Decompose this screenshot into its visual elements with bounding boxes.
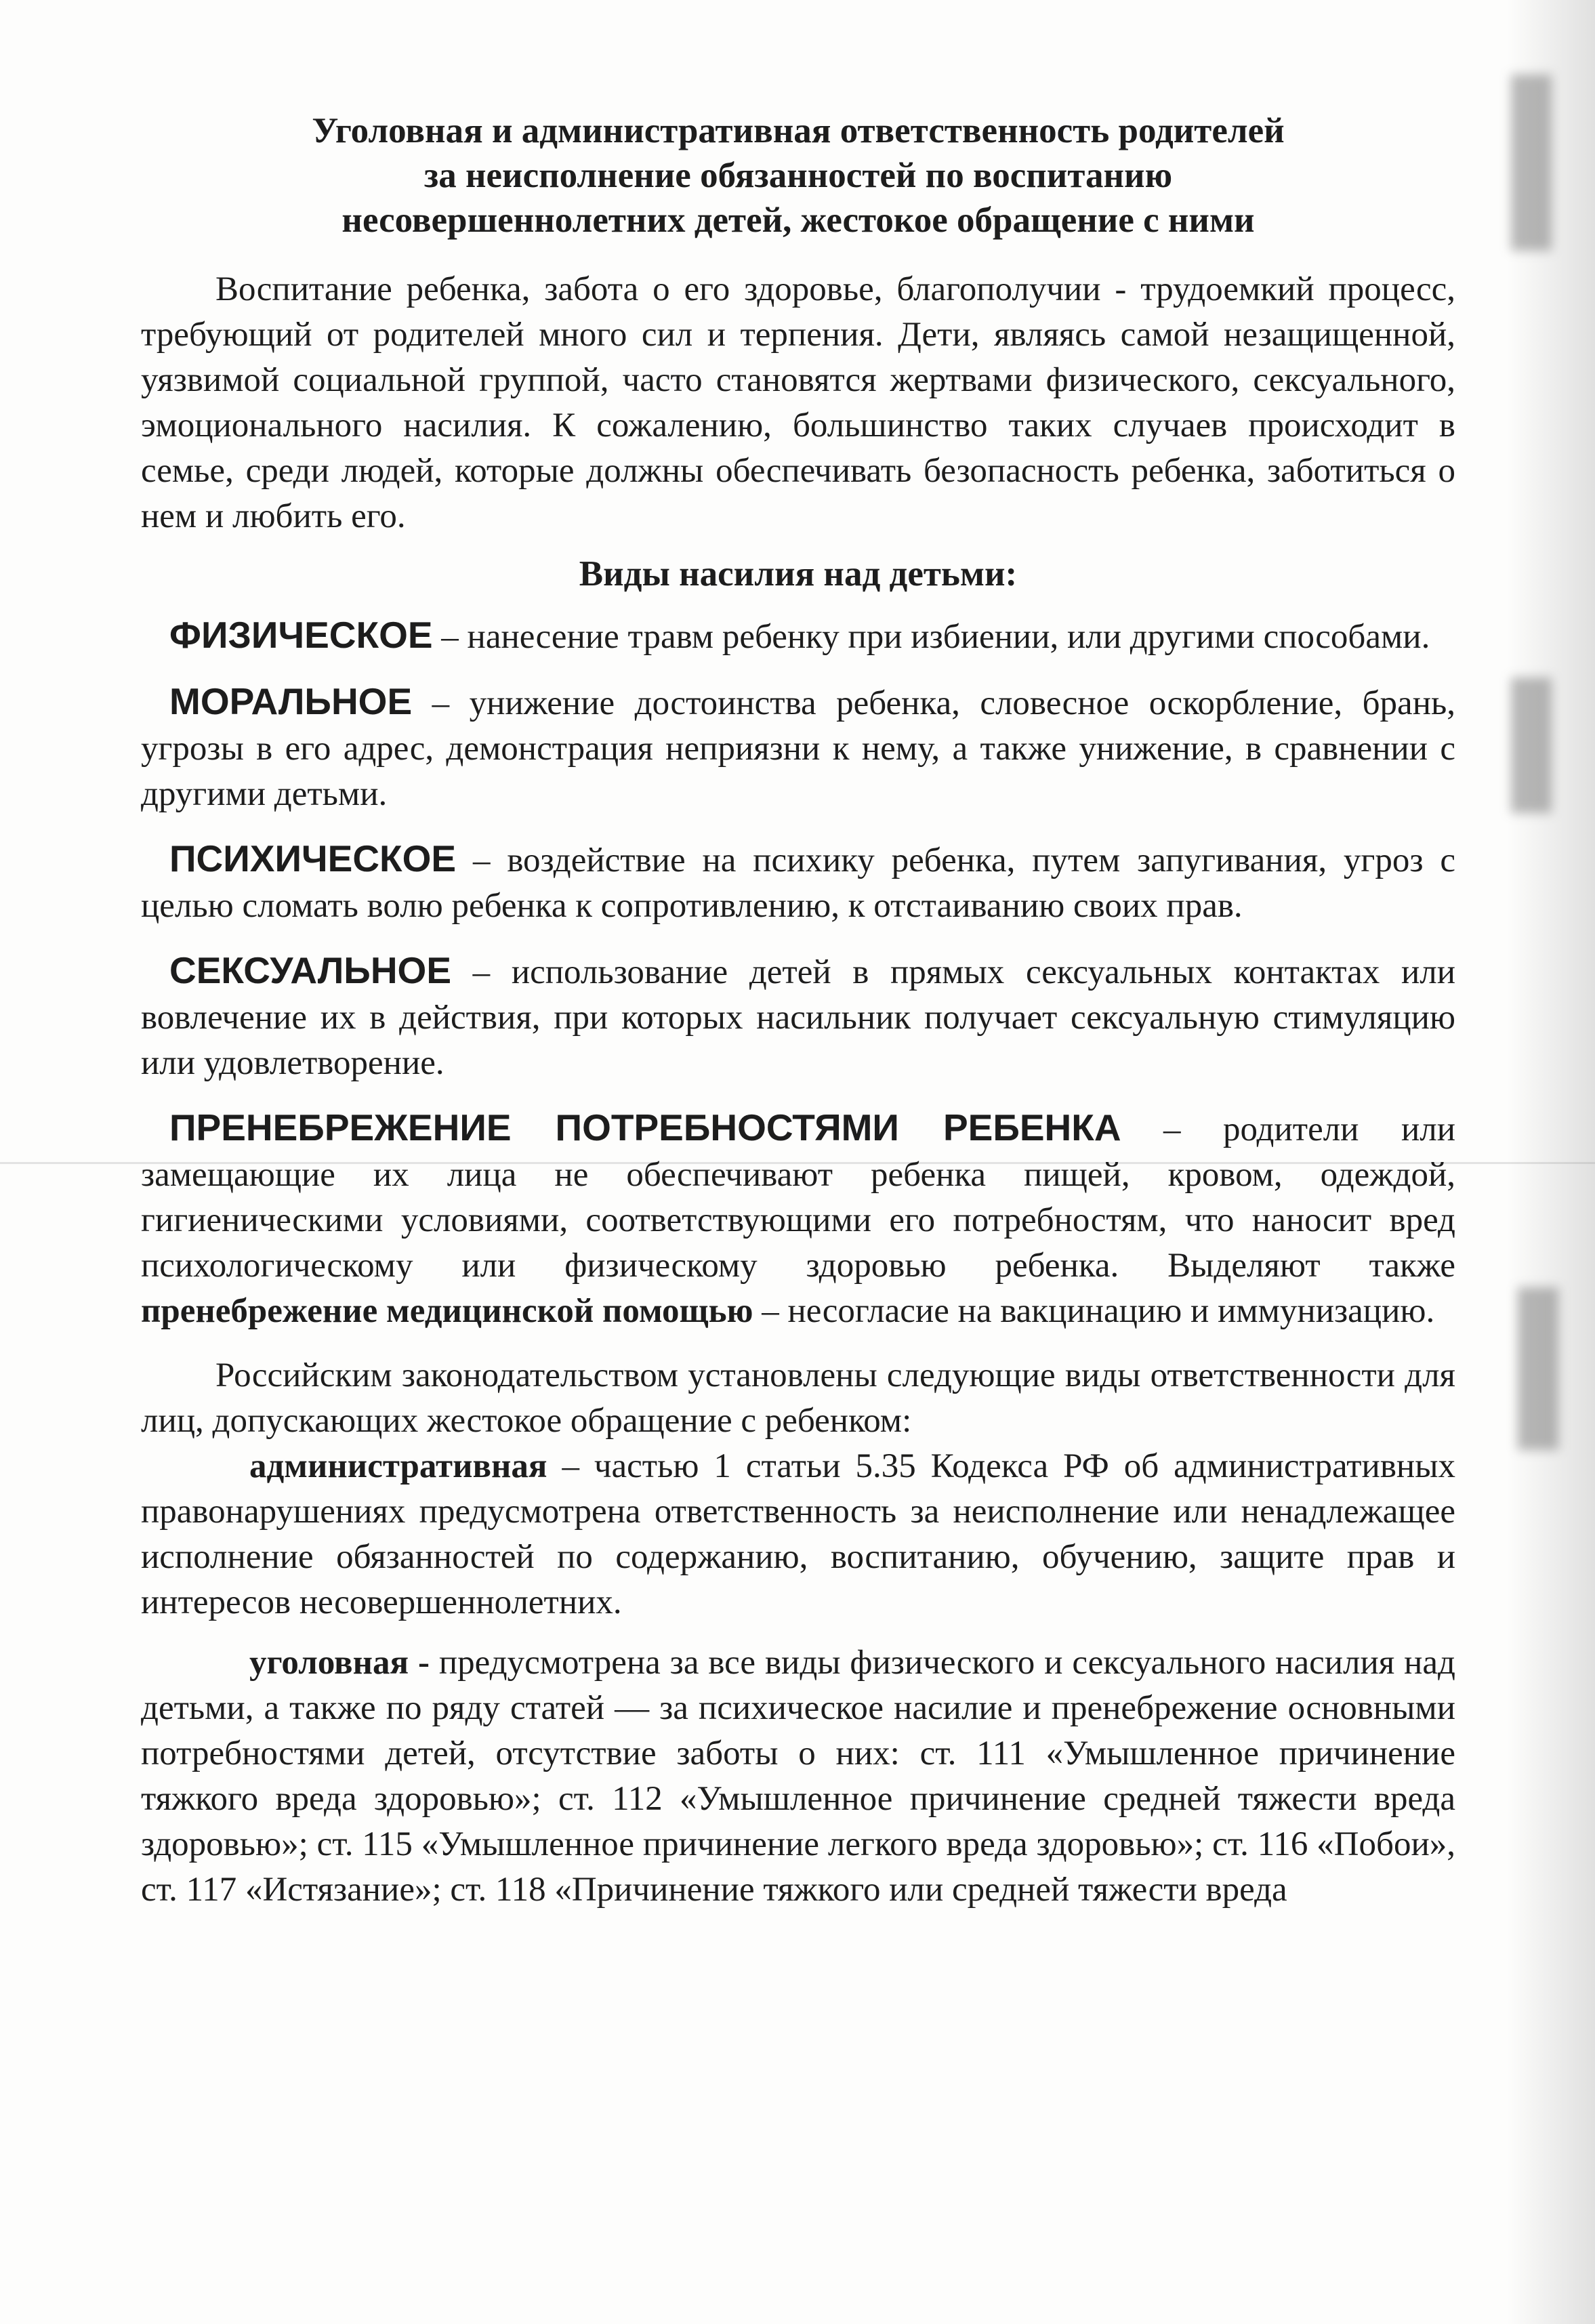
title-line: за неисполнение обязанностей по воспитанию [423,156,1173,195]
liability-label: административная [249,1447,547,1485]
violence-type-text: – родители или замещающие их лица не обеспечивают ребенка пищей, кровом, одеждой, гигиеническими условиями, соответствующими его потребностям, что наносит вред психологическому или физическому здоровью ребенка. Выделяют также [141,1111,1455,1285]
liability-text: предусмотрена за все виды физического и сексуального насилия над детьми, а также по ряду статей — за психическое насилие и пренебрежение основными потребностями детей, отсутствие заботы о них: ст. 111 «Умышленное причинение тяжкого вреда здоровью»; ст. 112 «Умышленное причинение средней тяжести вреда здоровью»; ст. 115 «Умышленное причинение легкого вреда здоровью»; ст. 116 «Побои», ст. 117 «Истязание»; ст. 118 «Причинение тяжкого или средней тяжести вреда [141,1644,1455,1909]
scan-smudge [1511,678,1552,813]
violence-type-sexual [141,948,1455,1086]
document-title [141,108,1455,243]
violence-type-term: ПСИХИЧЕСКОЕ [169,837,457,879]
liability-label: уголовная - [249,1644,430,1682]
administrative-liability [141,1444,1455,1625]
intro-paragraph: Воспитание ребенка, забота о его здоровье, благополучии - трудоемкий процесс, требующий от родителей много сил и терпения. Дети, являясь самой незащищенной, уязвимой социальной группой, часто становятся жертвами физического, сексуального, эмоционального насилия. К сожалению, большинство таких случаев происходит в семье, среди людей, которые должны обеспечивать безопасность ребенка, заботиться о нем и любить его. [141,270,1455,535]
scan-smudge [1518,1287,1558,1450]
document-body [141,108,1455,1913]
title-line: несовершеннолетних детей, жестокое обращение с ними [341,201,1255,240]
medical-neglect-term: пренебрежение медицинской помощью [141,1292,753,1330]
violence-type-term: ПРЕНЕБРЕЖЕНИЕ ПОТРЕБНОСТЯМИ РЕБЕНКА [169,1106,1121,1148]
violence-type-term: МОРАЛЬНОЕ [169,680,413,722]
violence-type-neglect [141,1105,1455,1334]
violence-type-psychological [141,836,1455,929]
law-intro-paragraph: Российским законодательством установлены следующие виды ответственности для лиц, допускающих жестокое обращение с ребенком: [141,1356,1455,1440]
liability-text: – частью 1 статьи 5.35 Кодекса РФ об административных правонарушениях предусмотрена ответственность за неисполнение или ненадлежащее исполнение обязанностей по содержанию, воспитанию, обучению, защите прав и интересов несовершеннолетних. [141,1447,1455,1621]
types-heading: Виды насилия над детьми: [579,554,1018,594]
scan-smudge [1511,75,1552,251]
violence-type-text: – воздействие на психику ребенка, путем запугивания, угроз с целью сломать волю ребенка к сопротивлению, к отстаиванию своих прав. [141,842,1455,925]
violence-type-text: – нанесение травм ребенку при избиении, или другими способами. [432,618,1430,656]
title-line: Уголовная и административная ответственность родителей [312,111,1285,150]
medical-neglect-text: – несогласие на вакцинацию и иммунизацию. [753,1292,1435,1330]
criminal-liability [141,1640,1455,1913]
violence-type-moral [141,679,1455,817]
violence-type-physical [141,613,1455,660]
violence-type-text: – использование детей в прямых сексуальных контактах или вовлечение их в действия, при которых насильник получает сексуальную стимуляцию или удовлетворение. [141,953,1455,1082]
violence-type-term: СЕКСУАЛЬНОЕ [169,949,452,991]
violence-type-term: ФИЗИЧЕСКОЕ [169,614,433,656]
violence-type-text: – унижение достоинства ребенка, словесное оскорбление, брань, угрозы в его адрес, демонстрация неприязни к нему, а также унижение, в сравнении с другими детьми. [141,684,1455,813]
